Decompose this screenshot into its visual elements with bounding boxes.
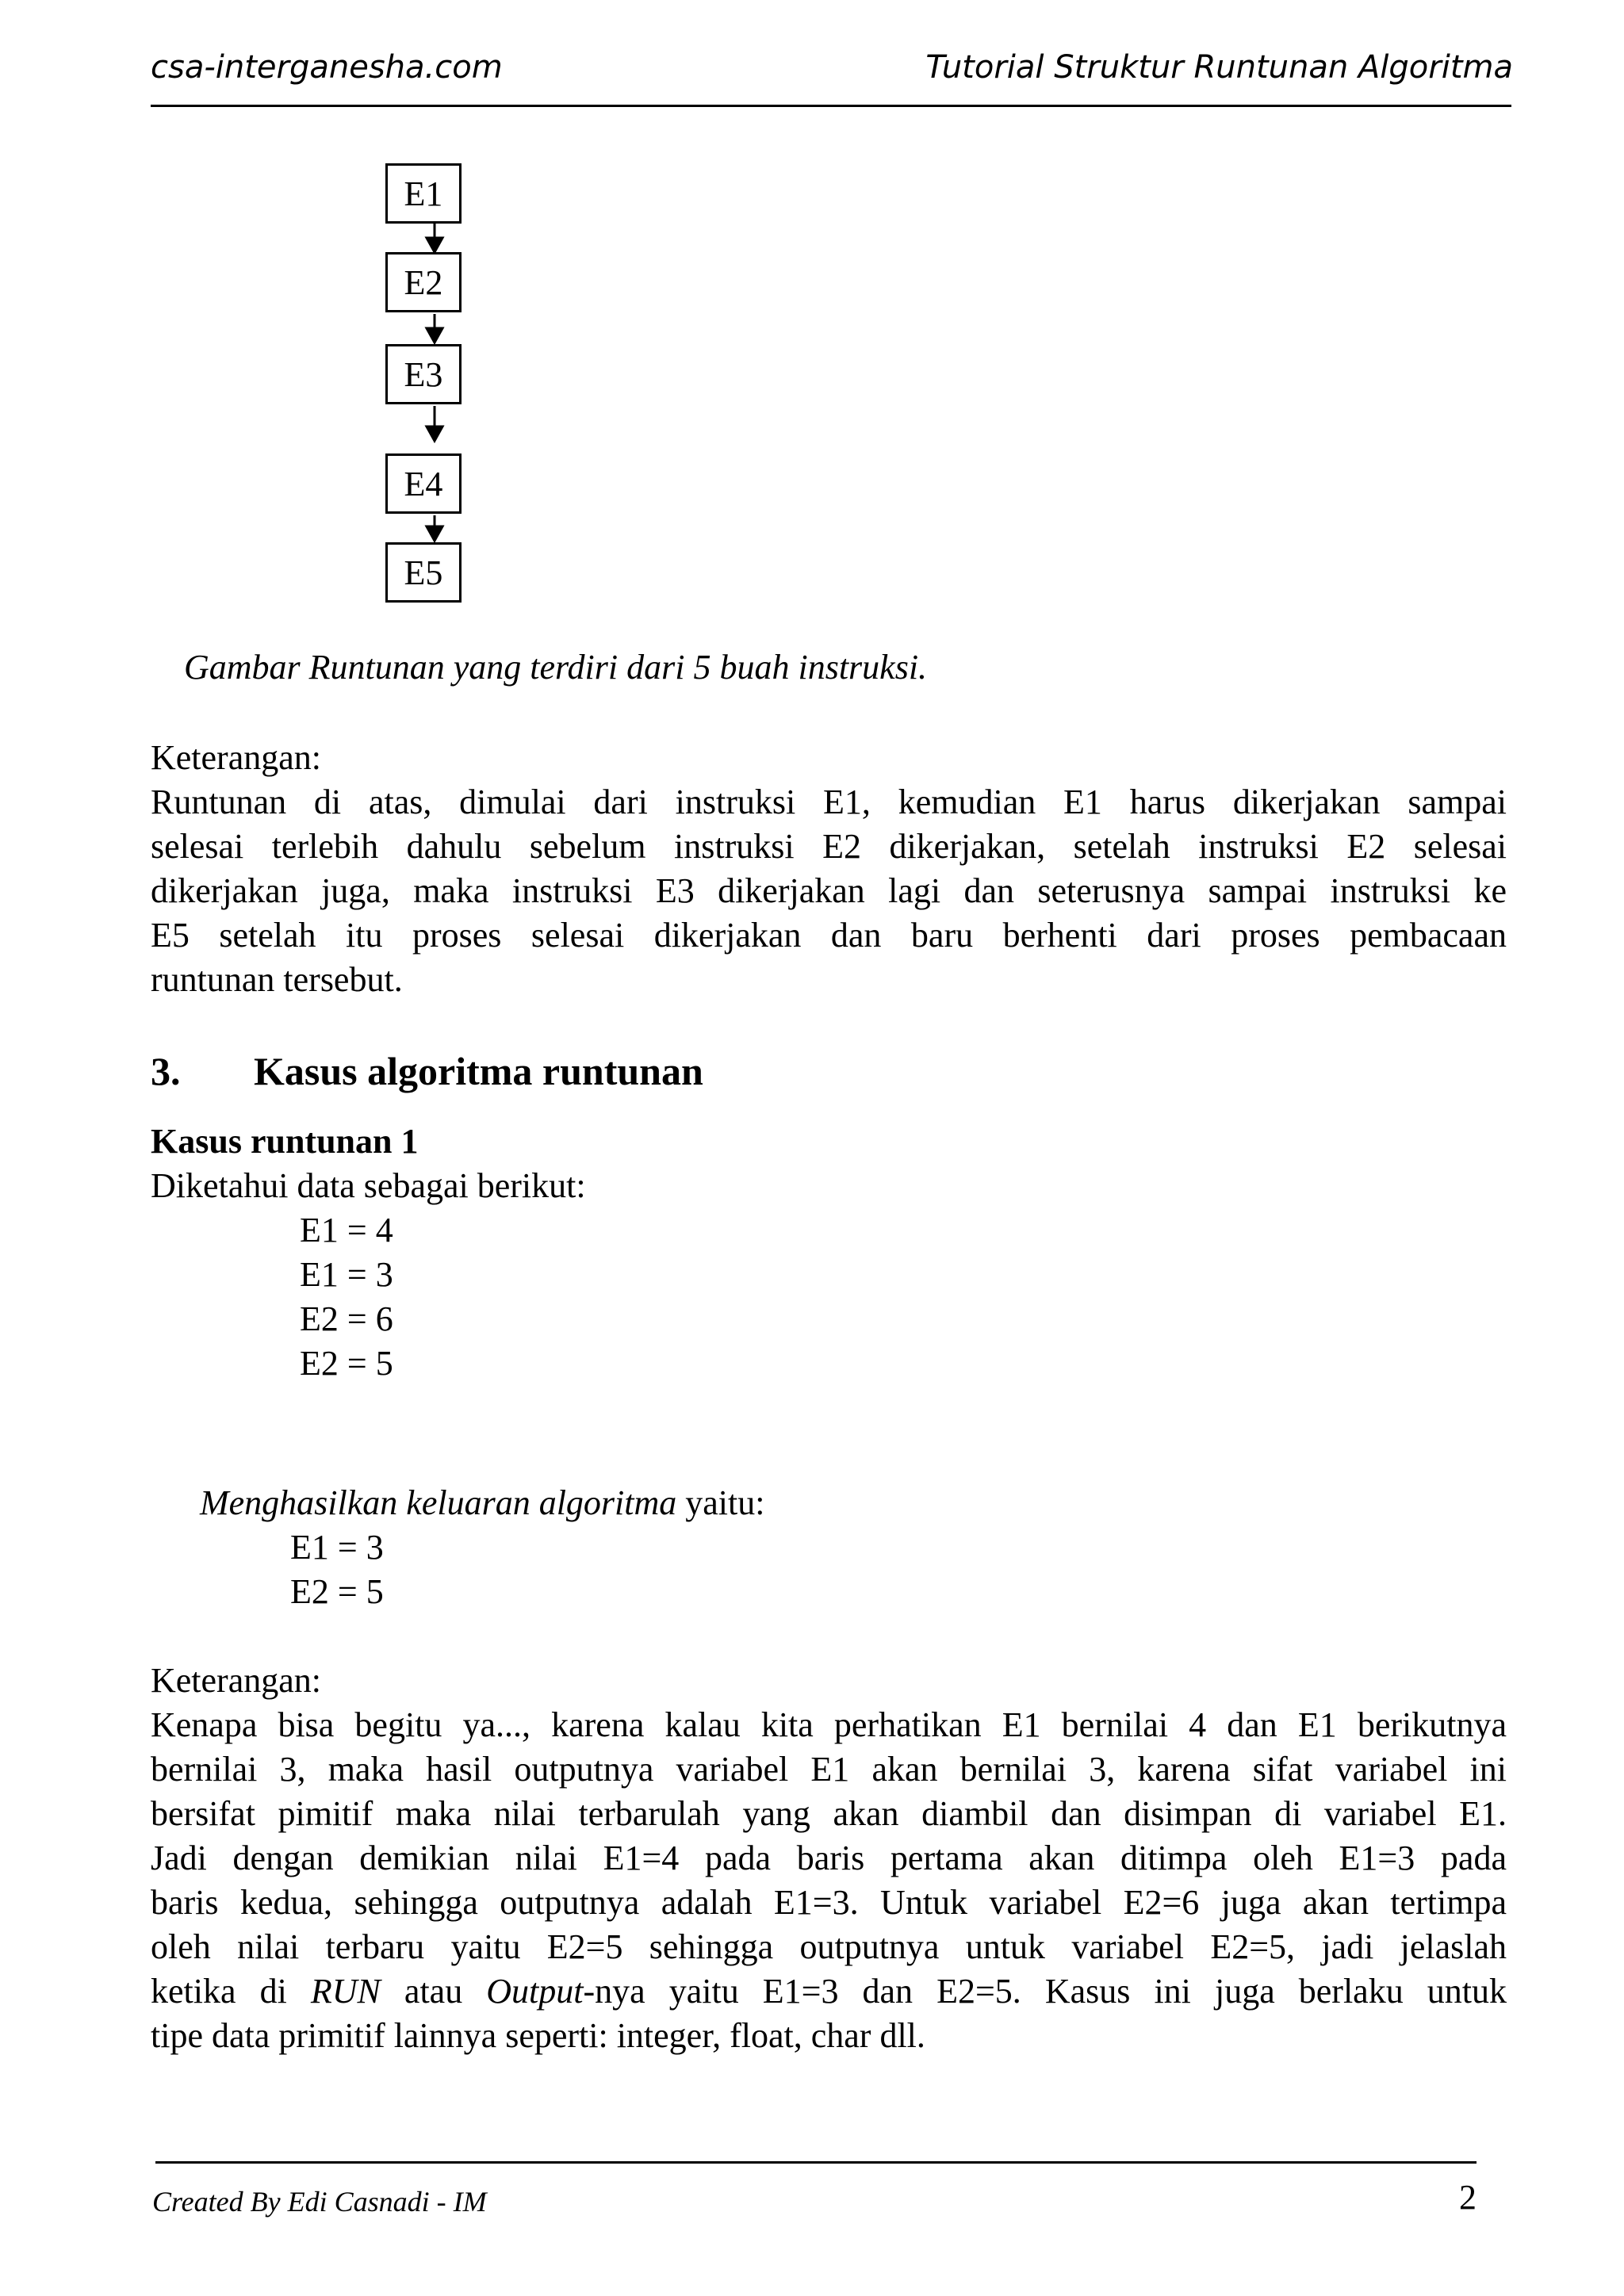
flow-box-e1: E1 — [385, 163, 462, 224]
page-number: 2 — [1459, 2178, 1477, 2217]
paragraph-line: baris kedua, sehingga outputnya adalah E1=3. Untuk variabel E2=6 juga akan tertimpa — [151, 1883, 1507, 1922]
keterangan-label-2: Keterangan: — [151, 1661, 321, 1700]
paragraph-line: dikerjakan juga, maka instruksi E3 dikerjakan lagi dan seterusnya sampai instruksi ke — [151, 871, 1507, 910]
output-item: E2 = 5 — [290, 1572, 384, 1611]
paragraph-line: selesai terlebih dahulu sebelum instruksi E2 dikerjakan, setelah instruksi E2 selesai — [151, 827, 1507, 866]
header-site: csa-interganesha.com — [151, 49, 503, 86]
paragraph-line: E5 setelah itu proses selesai dikerjakan dan baru berhenti dari proses pembacaan — [151, 916, 1507, 955]
paragraph-line: runtunan tersebut. — [151, 960, 403, 999]
data-item: E2 = 6 — [300, 1299, 393, 1338]
flow-arrowhead-1-2 — [427, 238, 442, 252]
section-title: Kasus algoritma runtunan — [254, 1049, 703, 1093]
case-data-list — [300, 1208, 393, 1386]
header-divider — [151, 105, 1511, 107]
run-term: RUN — [310, 1972, 381, 2011]
output-list — [290, 1525, 384, 1614]
flow-box-e4: E4 — [385, 453, 462, 514]
data-item: E1 = 3 — [300, 1255, 393, 1294]
line-fragment: -nya yaitu E1=3 dan E2=5. Kasus ini juga berlaku untuk — [583, 1972, 1507, 2011]
flow-arrowhead-4-5 — [427, 526, 442, 541]
data-item: E2 = 5 — [300, 1344, 393, 1383]
keterangan-paragraph-1 — [151, 780, 1507, 1002]
line-fragment: ketika di — [151, 1972, 311, 2011]
flow-arrowhead-3-4 — [427, 427, 442, 441]
output-label — [200, 1481, 764, 1525]
paragraph-line: Runtunan di atas, dimulai dari instruksi E1, kemudian E1 harus dikerjakan sampai — [151, 783, 1507, 821]
output-label-rest: yaitu: — [676, 1483, 765, 1522]
figure-caption: Gambar Runtunan yang terdiri dari 5 buah instruksi. — [184, 648, 928, 687]
paragraph-line: oleh nilai terbaru yaitu E2=5 sehingga outputnya untuk variabel E2=5, jadi jelaslah — [151, 1927, 1507, 1966]
section-number: 3. — [151, 1049, 181, 1093]
line-fragment: atau — [380, 1972, 487, 2011]
header-title: Tutorial Struktur Runtunan Algoritma — [925, 49, 1513, 86]
footer-credit: Created By Edi Casnadi - IM — [152, 2186, 487, 2218]
flow-arrowhead-2-3 — [427, 328, 442, 342]
paragraph-line: Kenapa bisa begitu ya..., karena kalau kita perhatikan E1 bernilai 4 dan E1 berikutnya — [151, 1705, 1507, 1744]
keterangan-label-1: Keterangan: — [151, 738, 321, 777]
keterangan-paragraph-2 — [151, 1703, 1507, 2058]
paragraph-line: tipe data primitif lainnya seperti: integer, float, char dll. — [151, 2016, 925, 2055]
paragraph-line — [151, 1969, 1507, 2014]
flow-arrows — [412, 222, 460, 547]
output-label-italic: Menghasilkan keluaran algoritma — [200, 1483, 677, 1522]
paragraph-line: Jadi dengan demikian nilai E1=4 pada baris pertama akan ditimpa oleh E1=3 pada — [151, 1839, 1507, 1877]
flow-box-e5: E5 — [385, 542, 462, 603]
case-intro: Diketahui data sebagai berikut: — [151, 1166, 586, 1205]
data-item: E1 = 4 — [300, 1211, 393, 1249]
footer-divider — [155, 2161, 1477, 2164]
flow-box-e3: E3 — [385, 344, 462, 404]
paragraph-line: bernilai 3, maka hasil outputnya variabel E1 akan bernilai 3, karena sifat variabel ini — [151, 1750, 1507, 1789]
paragraph-line: bersifat pimitif maka nilai terbarulah yang akan diambil dan disimpan di variabel E1. — [151, 1794, 1507, 1833]
flow-box-e2: E2 — [385, 252, 462, 312]
case-title: Kasus runtunan 1 — [151, 1122, 419, 1161]
output-term: Output — [486, 1972, 584, 2011]
output-item: E1 = 3 — [290, 1528, 384, 1567]
